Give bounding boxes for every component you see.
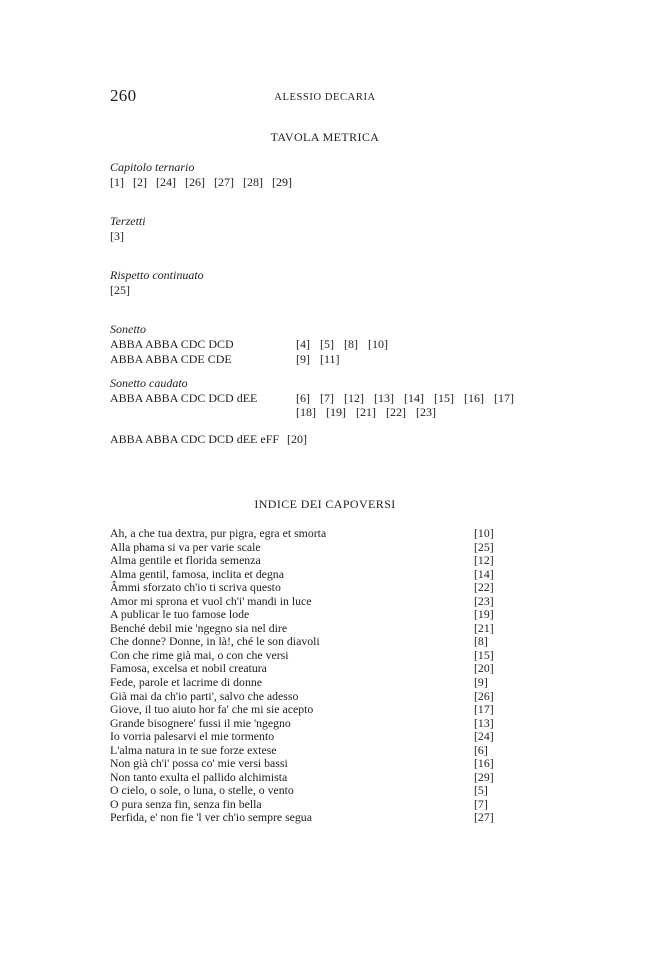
index-entry	[110, 798, 510, 812]
capitolo-ternario-refs	[110, 175, 301, 190]
page-number: 260	[110, 86, 137, 105]
index-entry	[110, 811, 510, 825]
index-entry-text: Perfida, e' non fie 'l ver ch'io sempre segua	[110, 810, 312, 825]
ref: [14]	[404, 391, 424, 405]
ref: [15]	[434, 391, 454, 405]
index-entry-text: Non già ch'i' possa co' mie versi bassi	[110, 756, 288, 771]
capitolo-ternario-label: Capitolo ternario	[110, 160, 195, 174]
ref: [17]	[494, 391, 514, 405]
index-entry-ref: [21]	[474, 620, 494, 635]
index-entry-text: Ah, a che tua dextra, pur pigra, egra et smorta	[110, 526, 327, 540]
scheme: ABBA ABBA CDC DCD	[110, 337, 234, 351]
ref: [3]	[110, 229, 124, 243]
ref: [18]	[296, 405, 316, 419]
index-entry-ref: [26]	[474, 688, 494, 703]
index-entry-ref: [14]	[474, 566, 494, 581]
index-entry-text: Alla phama si va per varie scale	[110, 539, 261, 554]
index-entry	[110, 771, 510, 785]
ref: [26]	[185, 175, 205, 189]
index-entry	[110, 581, 510, 595]
index-entry	[110, 744, 510, 758]
ref: [10]	[368, 337, 388, 351]
ref: [21]	[356, 405, 376, 419]
index-entry-ref: [29]	[474, 769, 494, 784]
ref: [13]	[374, 391, 394, 405]
index-entry	[110, 717, 510, 731]
ref: [7]	[320, 391, 334, 405]
index-entry-text: Che donne? Donne, in là!, ché le son diavoli	[110, 634, 320, 649]
caudato-row-2	[110, 432, 317, 447]
index-entry	[110, 527, 510, 541]
ref: [4]	[296, 337, 310, 351]
index-entry-text: Giove, il tuo aiuto hor fa' che mi sie acepto	[110, 702, 314, 717]
index-entry-text: Non tanto exulta el pallido alchimista	[110, 769, 288, 784]
index-entry-text: Benché debil mie 'ngegno sia nel dire	[110, 620, 288, 635]
ref: [11]	[320, 352, 340, 366]
index-entry-text: Famosa, excelsa et nobil creatura	[110, 661, 267, 676]
ref: [29]	[272, 175, 292, 189]
ref: [9]	[296, 352, 310, 366]
index-entry	[110, 662, 510, 676]
caudato-row-1	[110, 391, 524, 406]
ref: [24]	[156, 175, 176, 189]
tavola-metrica-title: TAVOLA METRICA	[270, 130, 380, 144]
index-entry-ref: [7]	[474, 796, 488, 811]
index-entry-text: Io vorria palesarvi el mie tormento	[110, 729, 275, 744]
rispetto-label: Rispetto continuato	[110, 268, 204, 282]
rispetto-refs	[110, 283, 204, 298]
index-entry-ref: [23]	[474, 593, 494, 608]
sonetto-label	[110, 322, 146, 337]
index-entry-ref: [15]	[474, 647, 494, 662]
capitolo-ternario-section	[110, 160, 301, 190]
index-list	[110, 527, 510, 825]
index-entry-ref: [22]	[474, 580, 494, 595]
index-entry-text: Alma gentile et florida semenza	[110, 553, 261, 568]
sonetto-caudato-label	[110, 376, 188, 391]
index-entry-ref: [17]	[474, 702, 494, 717]
ref: [16]	[464, 391, 484, 405]
ref: [1]	[110, 175, 124, 189]
index-entry-ref: [27]	[474, 810, 494, 825]
ref: [25]	[110, 283, 130, 297]
index-entry	[110, 635, 510, 649]
sonetto-row-1	[110, 337, 398, 352]
index-entry-ref: [13]	[474, 715, 494, 730]
index-entry	[110, 703, 510, 717]
index-entry-ref: [20]	[474, 661, 494, 676]
sonetto-caudato-label-text: Sonetto caudato	[110, 376, 188, 390]
index-entry	[110, 541, 510, 555]
index-entry-ref: [8]	[474, 634, 488, 649]
index-entry-text: Âmmi sforzato ch'io ti scriva questo	[110, 580, 281, 595]
rispetto-section	[110, 268, 204, 298]
ref: [22]	[386, 405, 406, 419]
index-entry-ref: [24]	[474, 729, 494, 744]
index-entry	[110, 568, 510, 582]
terzetti-label: Terzetti	[110, 214, 146, 228]
scheme: ABBA ABBA CDC DCD dEE	[110, 391, 258, 405]
index-entry-text: L'alma natura in te sue forze extese	[110, 742, 277, 757]
ref: [27]	[214, 175, 234, 189]
ref: [5]	[320, 337, 334, 351]
index-entry	[110, 676, 510, 690]
index-entry	[110, 649, 510, 663]
scheme: ABBA ABBA CDE CDE	[110, 352, 232, 366]
index-entry	[110, 595, 510, 609]
ref: [20]	[287, 432, 308, 446]
index-entry-text: Alma gentil, famosa, inclita et degna	[110, 566, 284, 581]
index-entry-ref: [12]	[474, 553, 494, 568]
ref: [6]	[296, 391, 310, 405]
index-entry	[110, 554, 510, 568]
scheme: ABBA ABBA CDC DCD dEE eFF	[110, 432, 280, 446]
index-entry	[110, 690, 510, 704]
index-entry	[110, 730, 510, 744]
index-entry-text: Già mai da ch'io parti', salvo che adesso	[110, 688, 299, 703]
index-entry-ref: [5]	[474, 783, 488, 798]
index-entry-text: O pura senza fin, senza fin bella	[110, 796, 262, 811]
index-entry-text: Con che rime già mai, o con che versi	[110, 647, 289, 662]
terzetti-section	[110, 214, 146, 244]
index-entry-text: A publicar le tuo famose lode	[110, 607, 250, 622]
ref: [8]	[344, 337, 358, 351]
index-entry	[110, 757, 510, 771]
sonetto-row-2	[110, 352, 350, 367]
index-entry-text: Fede, parole et lacrime di donne	[110, 675, 262, 690]
index-entry-ref: [6]	[474, 742, 488, 757]
running-head: ALESSIO DECARIA	[274, 92, 376, 103]
index-entry-text: Amor mi sprona et vuol ch'i' mandi in luce	[110, 593, 312, 608]
index-entry	[110, 622, 510, 636]
index-entry-text: Grande bisognere' fussi il mie 'ngegno	[110, 715, 291, 730]
indice-capoversi-title: INDICE DEI CAPOVERSI	[254, 497, 396, 511]
index-entry	[110, 784, 510, 798]
index-entry-ref: [19]	[474, 607, 494, 622]
index-entry-text: O cielo, o sole, o luna, o stelle, o vento	[110, 783, 294, 798]
index-entry-ref: [9]	[474, 675, 488, 690]
index-entry-ref: [16]	[474, 756, 494, 771]
caudato-row-1-continued	[110, 405, 446, 420]
index-entry-ref: [10]	[474, 526, 494, 540]
ref: [19]	[326, 405, 346, 419]
sonetto-label-text: Sonetto	[110, 322, 146, 336]
ref: [23]	[416, 405, 436, 419]
ref: [28]	[243, 175, 263, 189]
terzetti-refs	[110, 229, 146, 244]
ref: [2]	[133, 175, 147, 189]
index-entry	[110, 608, 510, 622]
ref: [12]	[344, 391, 364, 405]
index-entry-ref: [25]	[474, 539, 494, 554]
